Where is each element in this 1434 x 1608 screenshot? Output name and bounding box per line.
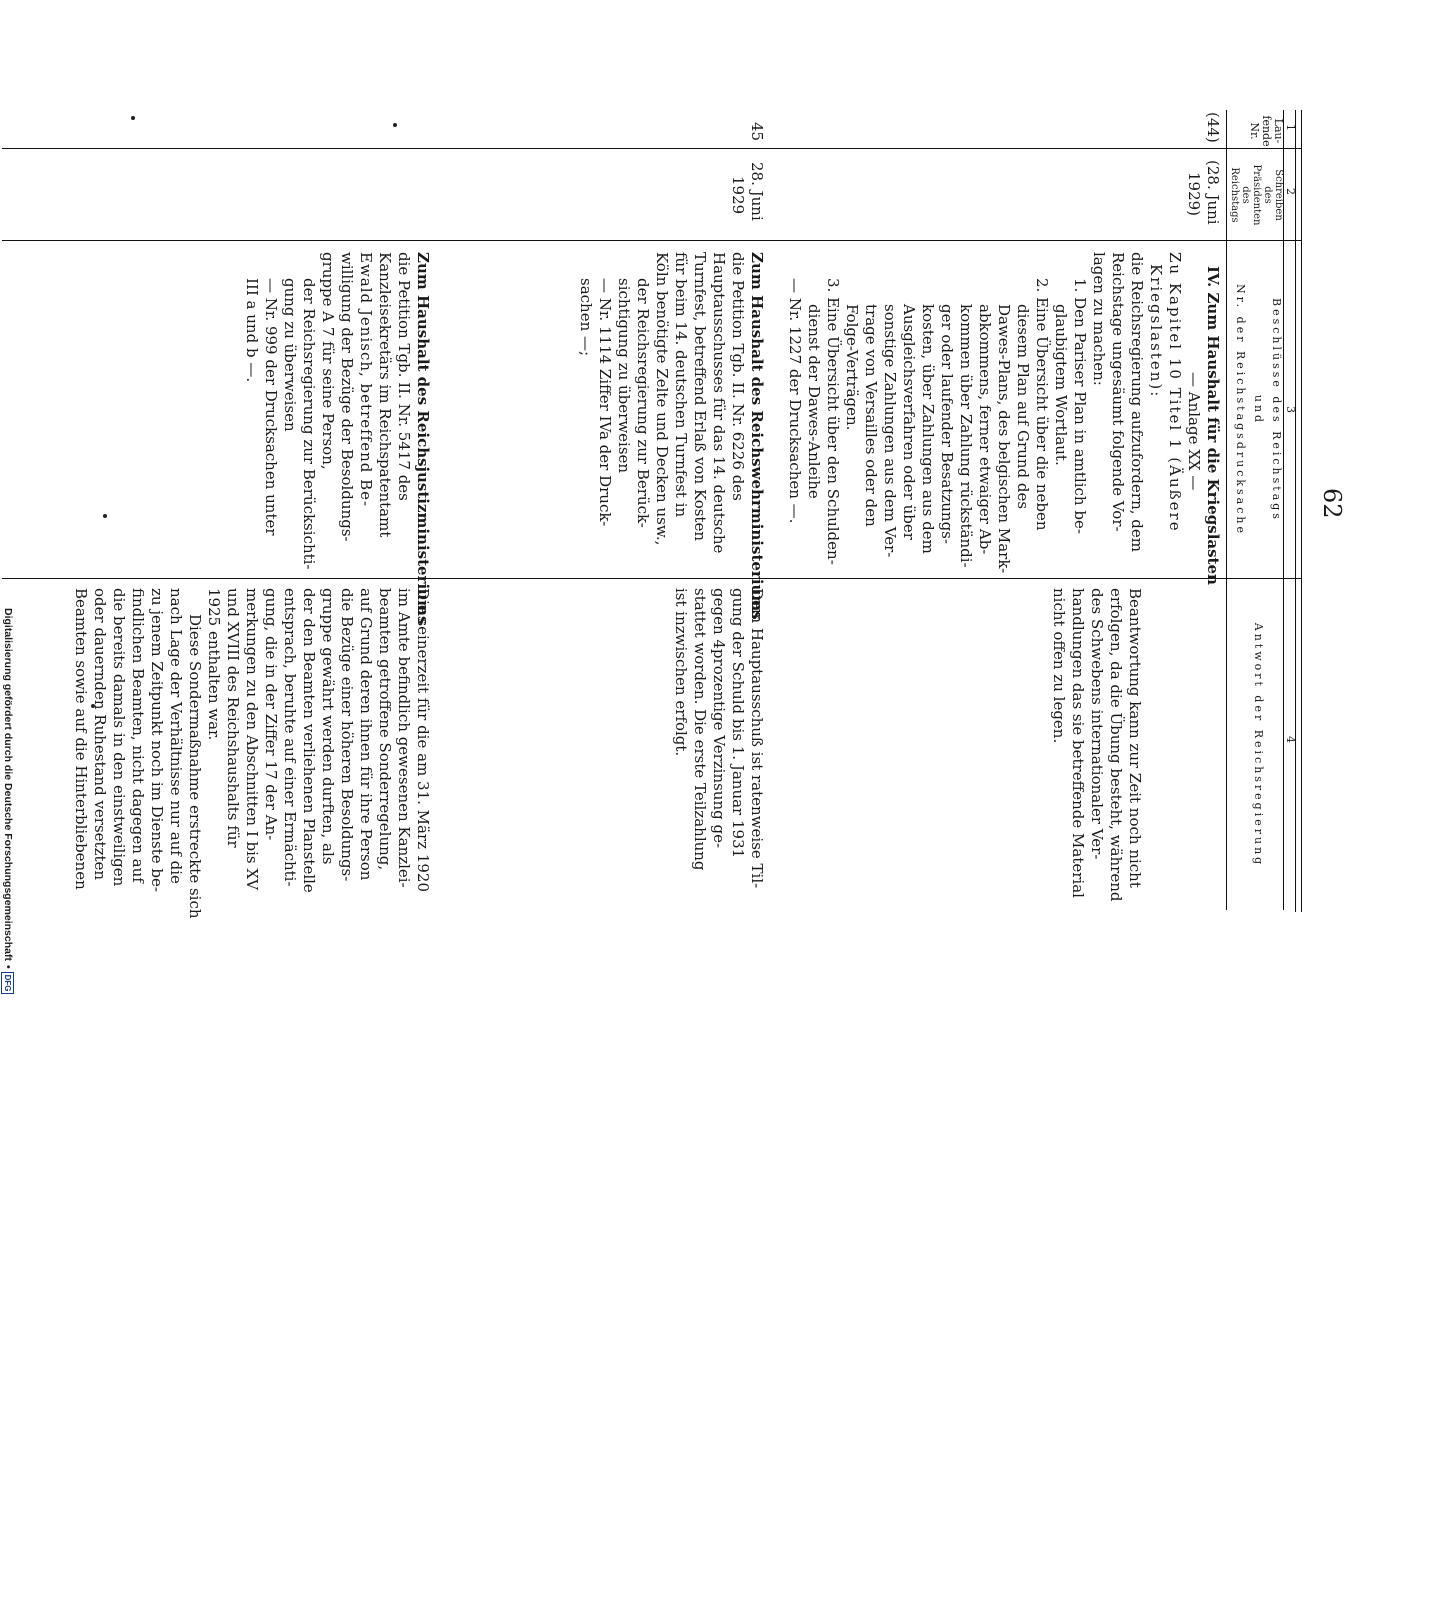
entry-44-answer: Beantwortung kann zur Zeit noch nicht erfolgen, da die Übung besteht, während des Schwebens internationaler Ver- handlungen das sie betreffende Material nicht offen zu legen. (1050, 588, 1144, 902)
col-divider-1 (2, 148, 1302, 149)
entry-44-nr: (44) (1204, 112, 1222, 143)
col-number-4: 4 (1284, 736, 1297, 743)
entry-44-resolution: IV. Zum Haushalt für die Kriegslasten — Anlage XX — Zu Kapitel 10 Titel 1 (Äußere Kriegslasten): die Reichsregierung aufzufordern, dem Reichstage ungesäumt folgende Vor- lagen zu machen: 1. Den Pariser Plan in amtlich be- glaubigtem Wortlaut. 2. Eine Übersicht über die neben diesem Plan auf Grund des Dawes-Plans, des belgischen Mark- abkommens, ferner etwaiger Ab- kommen über Zahlung rückständi- ger oder laufender Besatzungs- kosten, über Zahlungen aus dem Ausgleichsverfahren oder über sonstige Zahlungen aus dem Ver- trage von Versailles oder den Folge-Verträgen. 3. Eine Übersicht über den Schulden- dienst der Dawes-Anleihe — Nr. 1227 der Drucksachen —. (786, 252, 1222, 585)
entry-44-date: (28. Juni 1929) (1185, 160, 1222, 225)
entry-45-nr: 45 (748, 122, 766, 142)
entry-justiz-resolution: Zum Haushalt des Reichsjustizministeriums die Petition Tgb. II. Nr. 5417 des Kanzleisekretärs im Reichspatentamt Ewald Jenisch, betreffend Be- willigung der Bezüge der Besoldungs- gruppe A 7 für seine Person, der Reichsregierung zur Berücksichti- gung zu überweisen — Nr. 999 der Drucksachen unter III a und b —. (243, 252, 432, 625)
dfg-logo-icon: DFG (1, 972, 14, 995)
col1-header: Lau- fende Nr. (1247, 115, 1285, 147)
col3-header: Beschlüsse des Reichstags und Nr. der Reichstagsdrucksache (1233, 283, 1283, 536)
page-number: 62 (1318, 488, 1346, 519)
funding-text: Digitalisierung gefördert durch die Deutsche Forschungsgemeinschaft (2, 608, 14, 961)
entry-45-date: 28. Juni 1929 (729, 162, 766, 221)
header-bottom-rule (1226, 110, 1227, 910)
table-top-rule-inner (1295, 110, 1296, 912)
col-number-2: 2 (1284, 188, 1297, 195)
table-top-rule (1301, 110, 1302, 912)
entry-45-resolution: Zum Haushalt des Reichswehrministeriums die Petition Tgb. II. Nr. 6226 des Hauptausschusses für das 14. deutsche Turnfest, betreffend Erlaß von Kosten für beim 14. deutschen Turnfest in Köln benötigte Zelte und Decken usw., der Reichsregierung zur Berück- sichtigung zu überweisen — Nr. 1114 Ziffer IVa der Druck- sachen —; (577, 252, 766, 620)
col2-header: Schreiben des Präsidenten des Reichstags (1229, 164, 1284, 226)
funding-footer: Digitalisierung gefördert durch die Deutsche Forschungsgemeinschaft• DFG (0, 608, 14, 1608)
entry-45-answer: Dem Hauptausschuß ist ratenweise Til- gung der Schuld bis 1. Januar 1931 gegen 4prozentige Verzinsung ge- stattet worden. Die erste Teilzahlung ist inzwischen erfolgt. (672, 588, 766, 889)
entry-justiz-answer: Die seinerzeit für die am 31. März 1920 im Amte befindlich gewesenen Kanzlei- beamten getroffene Sonderregelung, auf Grund deren ihnen für ihre Person die Bezüge einer höheren Besoldungs- gruppe gewährt werden durften, als der den Beamten verliehenen Planstelle entsprach, beruhte auf einer Ermächti- gung, die in der Ziffer 17 der An- merkungen zu den Abschnitten I bis XV und XVIII des Reichshaushalts für 1925 enthalten war. Diese Sondermaßnahme erstreckte sich nach Lage der Verhältnisse nur auf die zu jenem Zeitpunkt noch im Dienste be- findlichen Beamten, nicht dagegen auf die bereits damals in den einstweiligen oder dauernden Ruhestand versetzten Beamten sowie auf die Hinterbliebenen (72, 588, 432, 919)
col-divider-2 (2, 240, 1302, 241)
col-number-3: 3 (1284, 406, 1297, 413)
col4-header: Antwort der Reichsregierung (1252, 622, 1265, 868)
col-number-1: 1 (1284, 124, 1297, 131)
